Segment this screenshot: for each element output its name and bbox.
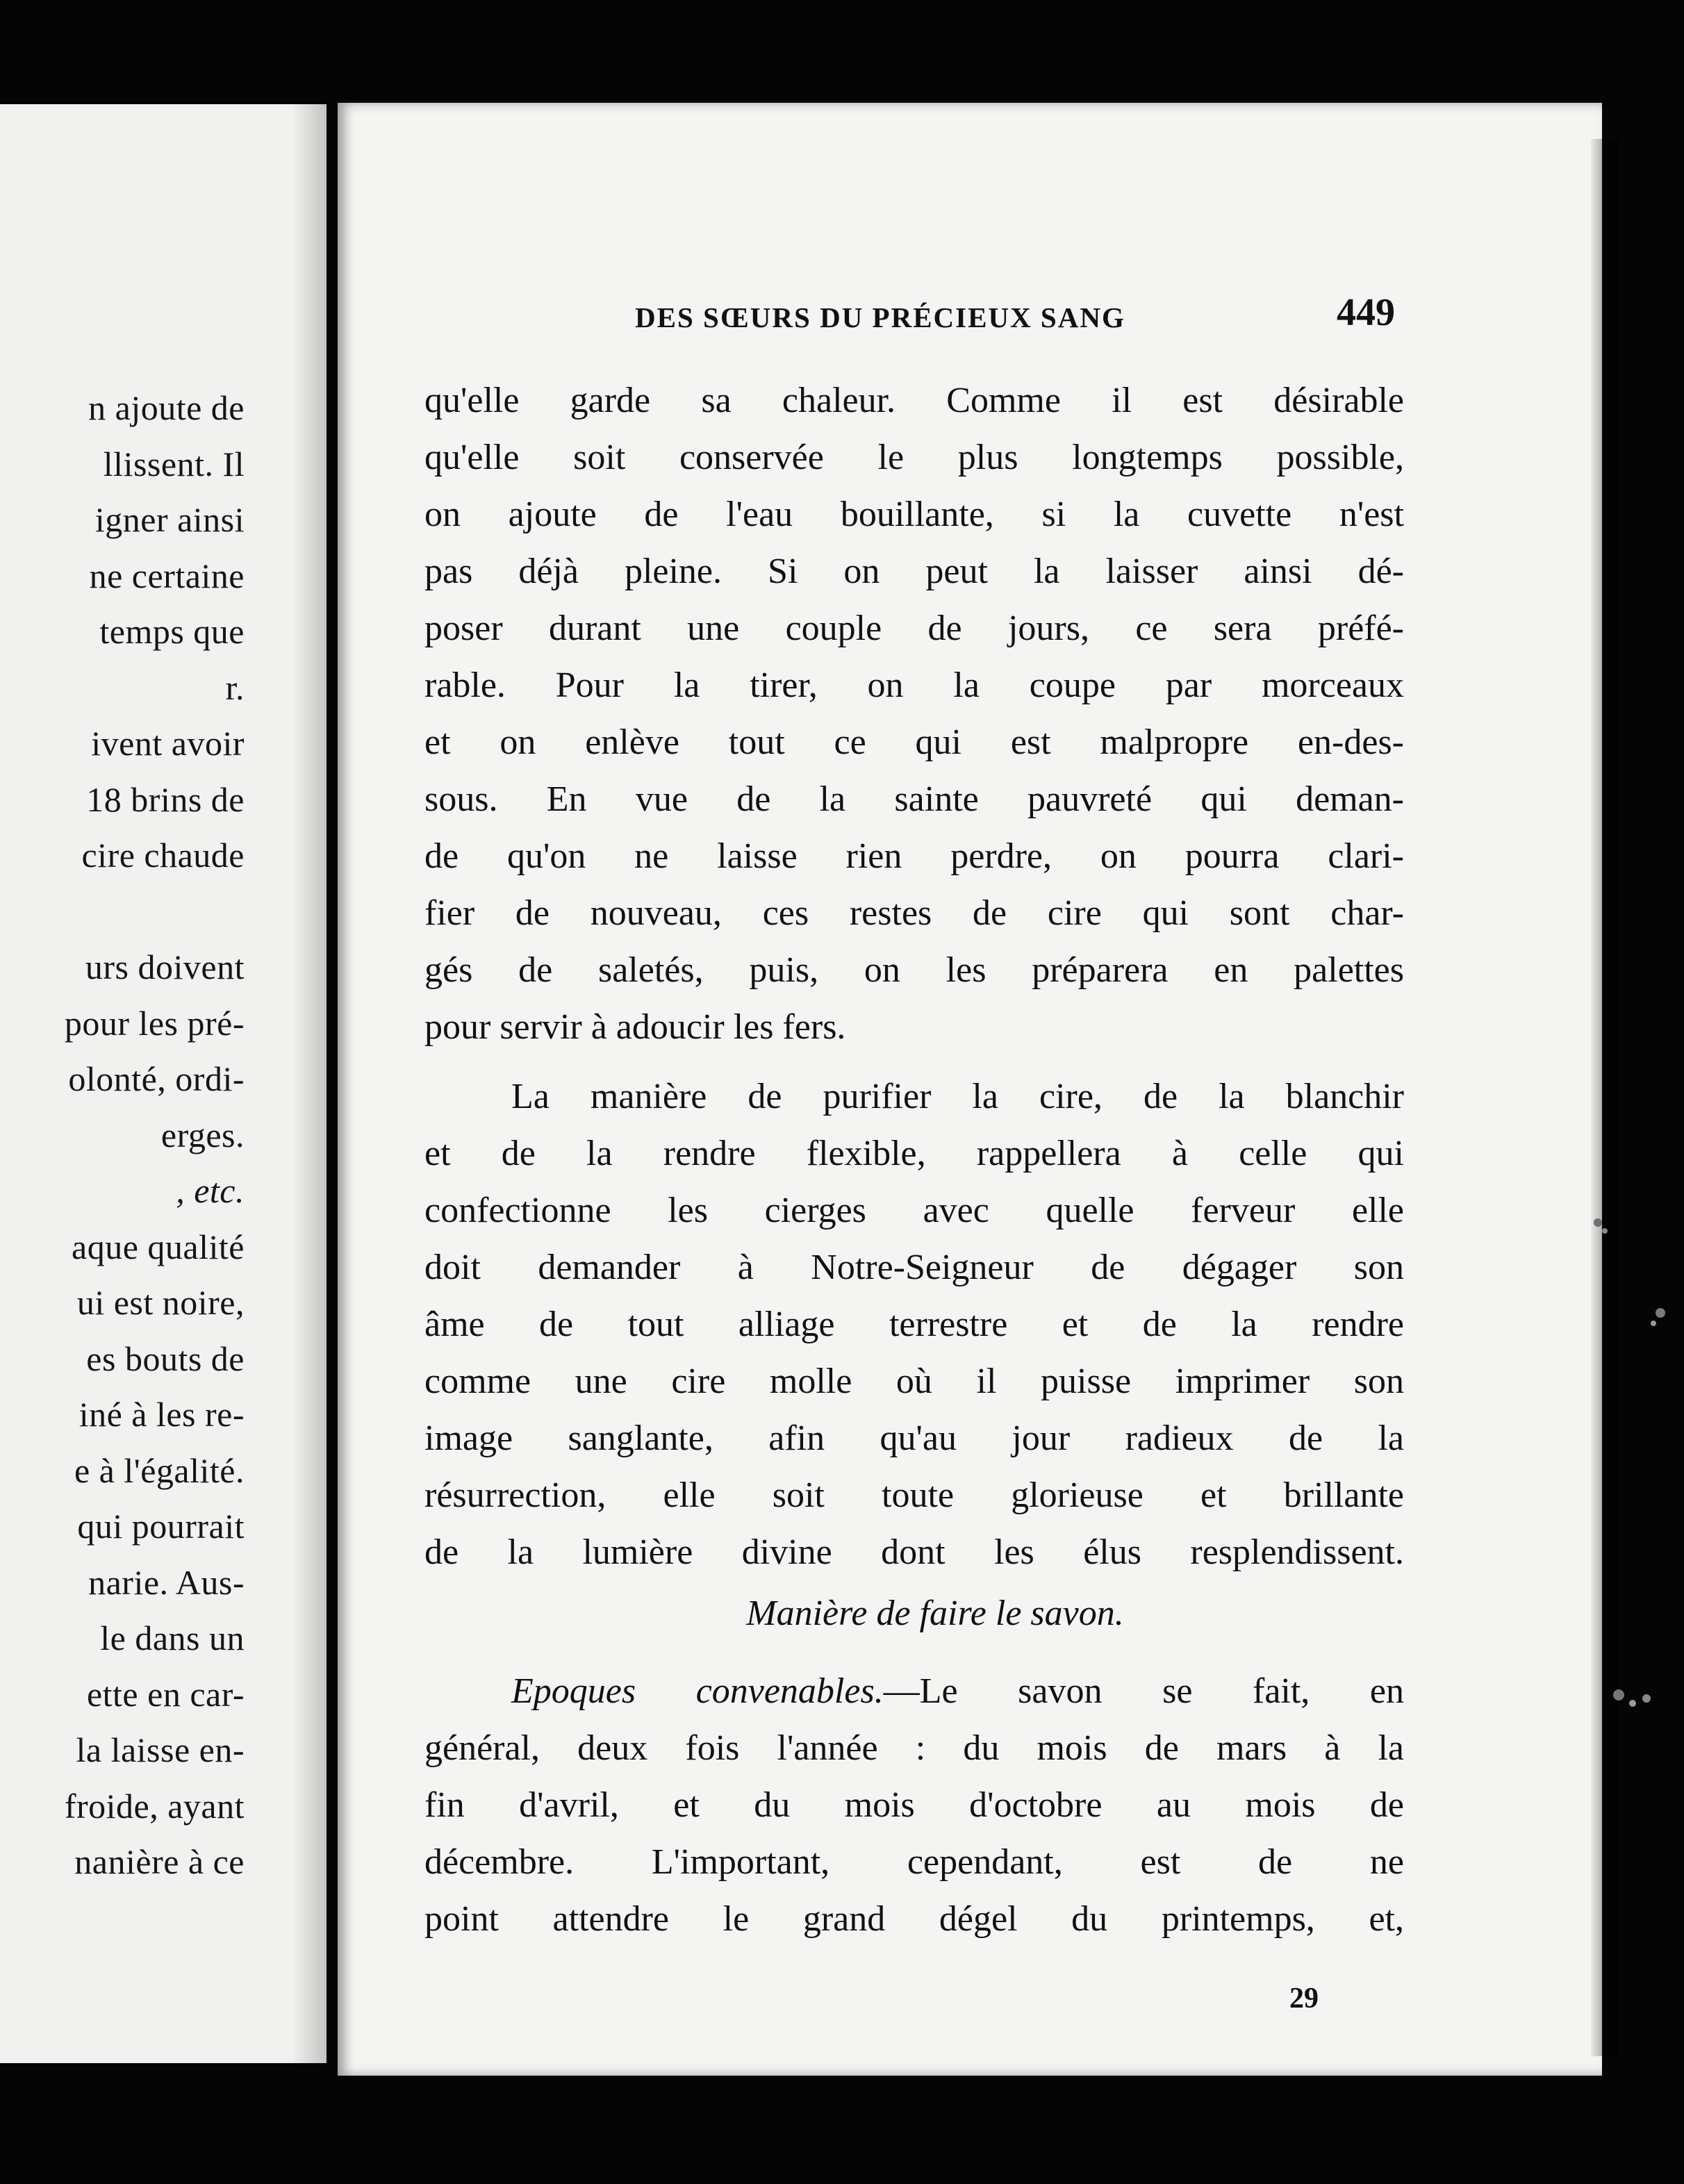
body-text [424,372,1404,1948]
left-page-line: 18 brins de [86,779,245,819]
paragraph-3-lines [424,1720,1404,1948]
text-line: on ajoute de l'eau bouillante, si la cuvette n'est [424,495,1404,534]
paragraph-3-lead: Epoques convenables. [511,1671,884,1711]
left-page-line: es bouts de [86,1339,245,1378]
text-line: pour servir à adoucir les fers. [424,1007,846,1047]
left-page-line: cire chaude [81,836,245,875]
left-page-line: llissent. Il [103,444,245,483]
text-line: de la lumière divine dont les élus resplendissent. [424,1532,1404,1572]
text-line: La manière de purifier la cire, de la blanchir [511,1077,1404,1116]
text-line: point attendre le grand dégel du printemps, et, [424,1899,1404,1939]
text-line: et on enlève tout ce qui est malpropre en-des- [424,722,1404,762]
text-line: fier de nouveau, ces restes de cire qui sont char- [424,893,1404,933]
text-line: confectionne les cierges avec quelle ferveur elle [424,1191,1404,1230]
text-line: général, deux fois l'année : du mois de mars à la [424,1728,1404,1768]
left-page-fragment [0,104,327,2063]
left-page-line: erges. [160,1115,245,1155]
left-page-line: le dans un [100,1619,245,1657]
text-line: âme de tout alliage terrestre et de la rendre [424,1305,1404,1344]
text-line: comme une cire molle où il puisse imprimer son [424,1362,1404,1401]
left-page-line: pour les pré- [64,1003,245,1043]
left-page-line: r. [225,668,245,707]
text-line: poser durant une couple de jours, ce sera préfé- [424,609,1404,648]
left-page-line: la laisse en- [76,1730,245,1769]
left-page-line: igner ainsi [94,500,245,539]
left-page-line: narie. Aus- [88,1562,245,1602]
text-line: décembre. L'important, cependant, est de ne [424,1842,1404,1882]
text-line: doit demander à Notre-Seigneur de dégager son [424,1248,1404,1287]
text-line: de qu'on ne laisse rien perdre, on pourra clari- [424,836,1404,876]
section-heading: Manière de faire le savon. [746,1594,1124,1633]
text-line: gés de saletés, puis, on les préparera en palettes [424,950,1404,990]
left-page-line: ivent avoir [91,724,245,763]
paragraph-1 [424,372,1404,1056]
left-page-line: n ajoute de [88,388,245,427]
right-page [338,103,1602,2076]
paragraph-3 [424,1663,1404,1948]
running-head: DES SŒURS DU PRÉCIEUX SANG [635,301,1125,333]
text-line: qu'elle garde sa chaleur. Comme il est désirable [424,381,1404,420]
page-edge-shadow [1591,139,1619,2056]
text-line: résurrection, elle soit toute glorieuse et brillante [424,1475,1404,1515]
text-line: sous. En vue de la sainte pauvreté qui deman- [424,779,1404,819]
text-line: image sanglante, afin qu'au jour radieux de la [424,1418,1404,1458]
left-page-line: qui pourrait [77,1507,245,1546]
left-page-line: froide, ayant [64,1786,245,1826]
paragraph-2 [424,1068,1404,1581]
left-page-line: iné à les re- [79,1395,245,1434]
left-page-line: temps que [99,612,245,651]
left-page-line: ette en car- [86,1674,245,1714]
text-line: fin d'avril, et du mois d'octobre au mois de [424,1785,1404,1825]
text-line: rable. Pour la tirer, on la coupe par morceaux [424,665,1404,705]
signature-mark: 29 [1289,1983,1319,2015]
left-page-line: aque qualité [72,1227,245,1266]
text-line: et de la rendre flexible, rappellera à celle qui [424,1134,1404,1173]
left-page-line: olonté, ordi- [68,1059,245,1098]
left-page-line: ne certaine [89,556,245,595]
left-page-line: e à l'égalité. [74,1450,245,1490]
scan-specks [1577,1181,1684,1737]
left-page-line: urs doivent [85,948,245,986]
text-line: pas déjà pleine. Si on peut la laisser ainsi dé- [424,552,1404,591]
left-page-line: nanière à ce [74,1842,245,1881]
text-line: qu'elle soit conservée le plus longtemps possible, [424,438,1404,477]
left-page-line: ui est noire, [76,1283,245,1322]
page-number: 449 [1337,291,1395,334]
paragraph-3-first-line [424,1663,1404,1720]
left-page-line: , etc. [176,1171,245,1210]
paragraph-3-first-rest: —Le savon se fait, en [883,1671,1404,1711]
